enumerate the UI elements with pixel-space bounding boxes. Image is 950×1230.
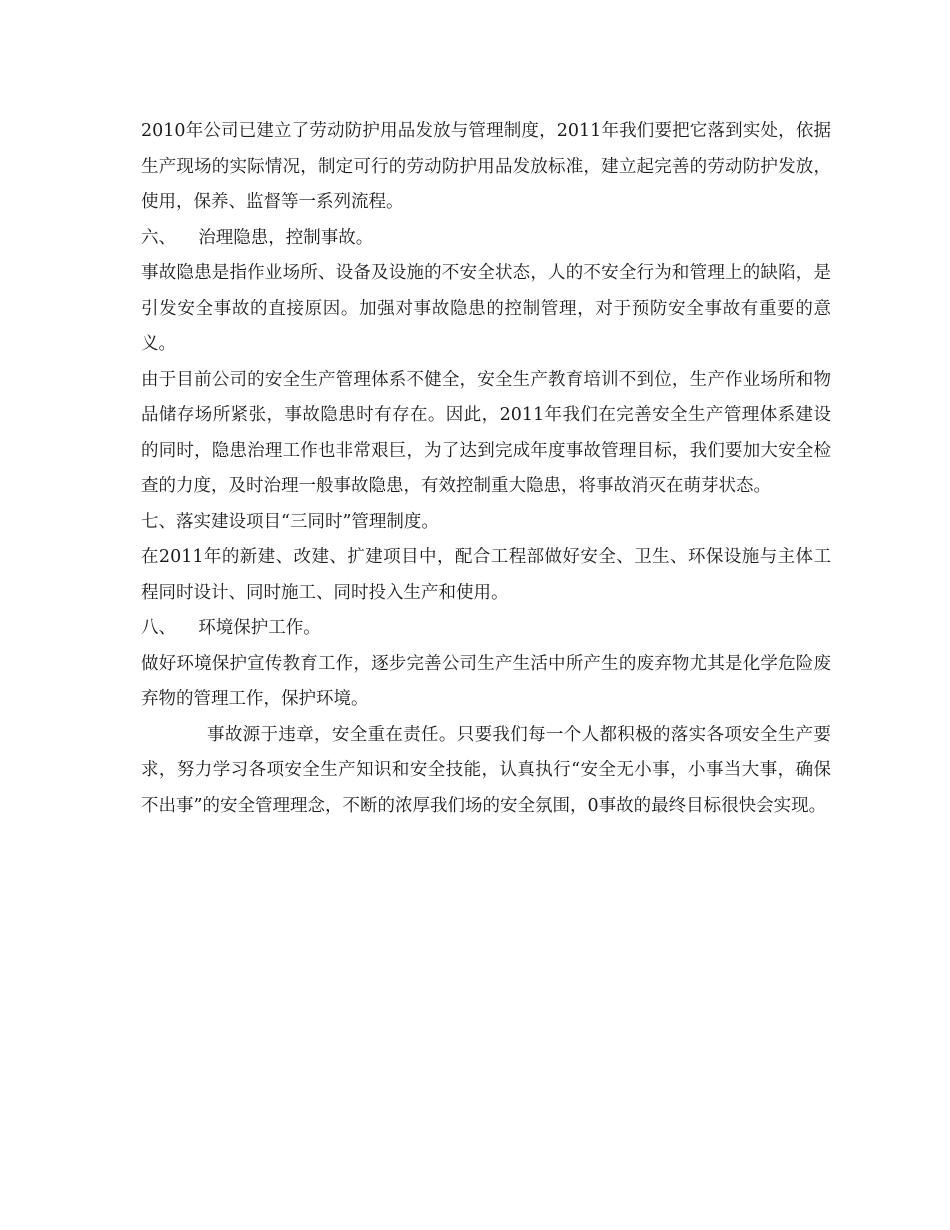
paragraph-hazard-management: 由于目前公司的安全生产管理体系不健全，安全生产教育培训不到位，生产作业场所和物品储存场所紧张，事故隐患时有存在。因此，2011年我们在完善安全生产管理体系建设的同时，隐患治理工作也非常艰巨，为了达到完成年度事故管理目标，我们要加大安全检查的力度，及时治理一般事故隐患，有效控制重大隐患，将事故消灭在萌芽状态。 bbox=[141, 369, 831, 496]
paragraph-protective-equipment: 2010年公司已建立了劳动防护用品发放与管理制度，2011年我们要把它落到实处，依据生产现场的实际情况，制定可行的劳动防护用品发放标准，建立起完善的劳动防护发放，使用，保养、监督等一系列流程。 bbox=[141, 121, 831, 212]
section-heading-7: 七、落实建设项目“三同时”管理制度。 bbox=[141, 511, 439, 532]
document-body bbox=[141, 114, 831, 824]
paragraph-three-simultaneous: 在2011年的新建、改建、扩建项目中，配合工程部做好安全、卫生、环保设施与主体工程同时设计、同时施工、同时投入生产和使用。 bbox=[141, 547, 831, 603]
section-heading-6: 六、 治理隐患，控制事故。 bbox=[141, 227, 374, 248]
paragraph-environment: 做好环境保护宣传教育工作，逐步完善公司生产生活中所产生的废弃物尤其是化学危险废弃物的管理工作，保护环境。 bbox=[141, 653, 831, 709]
paragraph-conclusion: 事故源于违章，安全重在责任。只要我们每一个人都积极的落实各项安全生产要求，努力学习各项安全生产知识和安全技能，认真执行“安全无小事，小事当大事，确保不出事”的安全管理理念，不断的浓厚我们场的安全氛围，0事故的最终目标很快会实现。 bbox=[141, 724, 831, 816]
section-heading-8: 八、 环境保护工作。 bbox=[141, 618, 321, 638]
paragraph-hazard-definition: 事故隐患是指作业场所、设备及设施的不安全状态，人的不安全行为和管理上的缺陷，是引发安全事故的直接原因。加强对事故隐患的控制管理，对于预防安全事故有重要的意义。 bbox=[141, 263, 831, 354]
